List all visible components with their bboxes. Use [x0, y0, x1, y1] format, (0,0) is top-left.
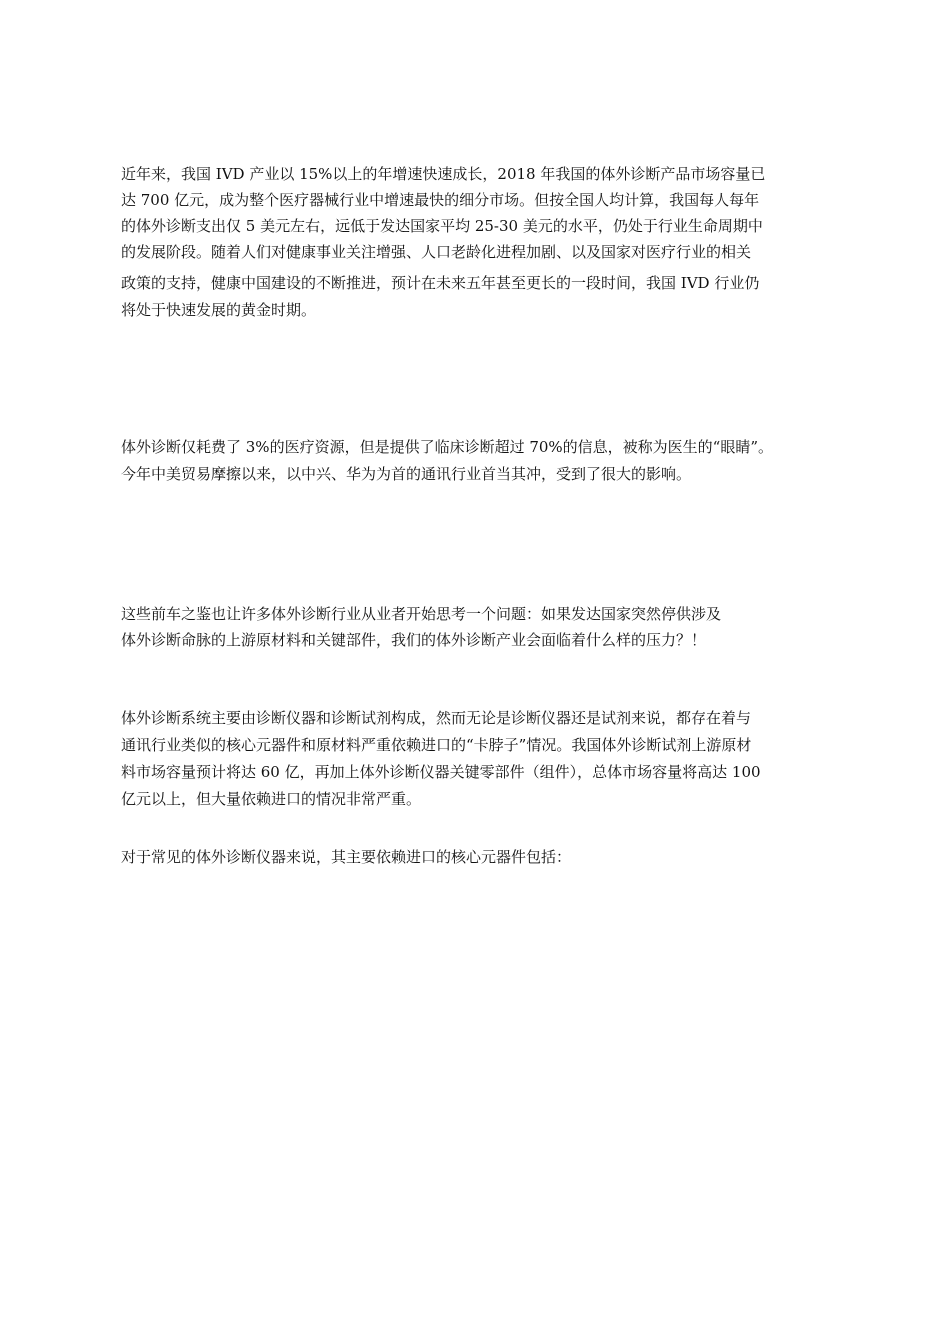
- text-line: 体外诊断系统主要由诊断仪器和诊断试剂构成，然而无论是诊断仪器还是试剂来说，都存在着与: [121, 709, 752, 727]
- text-line: 今年中美贸易摩擦以来，以中兴、华为为首的通讯行业首当其冲，受到了很大的影响。: [121, 465, 692, 483]
- text-line: 对于常见的体外诊断仪器来说，其主要依赖进口的核心元器件包括：: [121, 848, 572, 866]
- text-line: 政策的支持，健康中国建设的不断推进，预计在未来五年甚至更长的一段时间，我国 IVD 行业仍: [121, 274, 760, 292]
- text-line: 通讯行业类似的核心元器件和原材料严重依赖进口的“卡脖子”情况。我国体外诊断试剂上游原材: [121, 736, 752, 754]
- text-line: 料市场容量预计将达 60 亿，再加上体外诊断仪器关键零部件（组件），总体市场容量将高达 100: [121, 763, 761, 781]
- text-line: 这些前车之鉴也让许多体外诊断行业从业者开始思考一个问题：如果发达国家突然停供涉及: [121, 605, 722, 623]
- text-line: 达 700 亿元，成为整个医疗器械行业中增速最快的细分市场。但按全国人均计算，我国每人每年: [121, 191, 760, 209]
- text-line: 近年来，我国 IVD 产业以 15%以上的年增速快速成长，2018 年我国的体外诊断产品市场容量已: [121, 165, 766, 183]
- text-line: 亿元以上，但大量依赖进口的情况非常严重。: [121, 790, 422, 808]
- text-line: 将处于快速发展的黄金时期。: [121, 301, 317, 319]
- text-line: 的发展阶段。随着人们对健康事业关注增强、人口老龄化进程加剧、以及国家对医疗行业的相关: [121, 243, 752, 261]
- text-line: 体外诊断命脉的上游原材料和关键部件，我们的体外诊断产业会面临着什么样的压力？！: [121, 631, 707, 649]
- text-line: 的体外诊断支出仅 5 美元左右，远低于发达国家平均 25-30 美元的水平，仍处于行业生命周期中: [121, 217, 763, 235]
- text-line: 体外诊断仅耗费了 3%的医疗资源，但是提供了临床诊断超过 70%的信息，被称为医生的“眼睛”。: [121, 438, 774, 456]
